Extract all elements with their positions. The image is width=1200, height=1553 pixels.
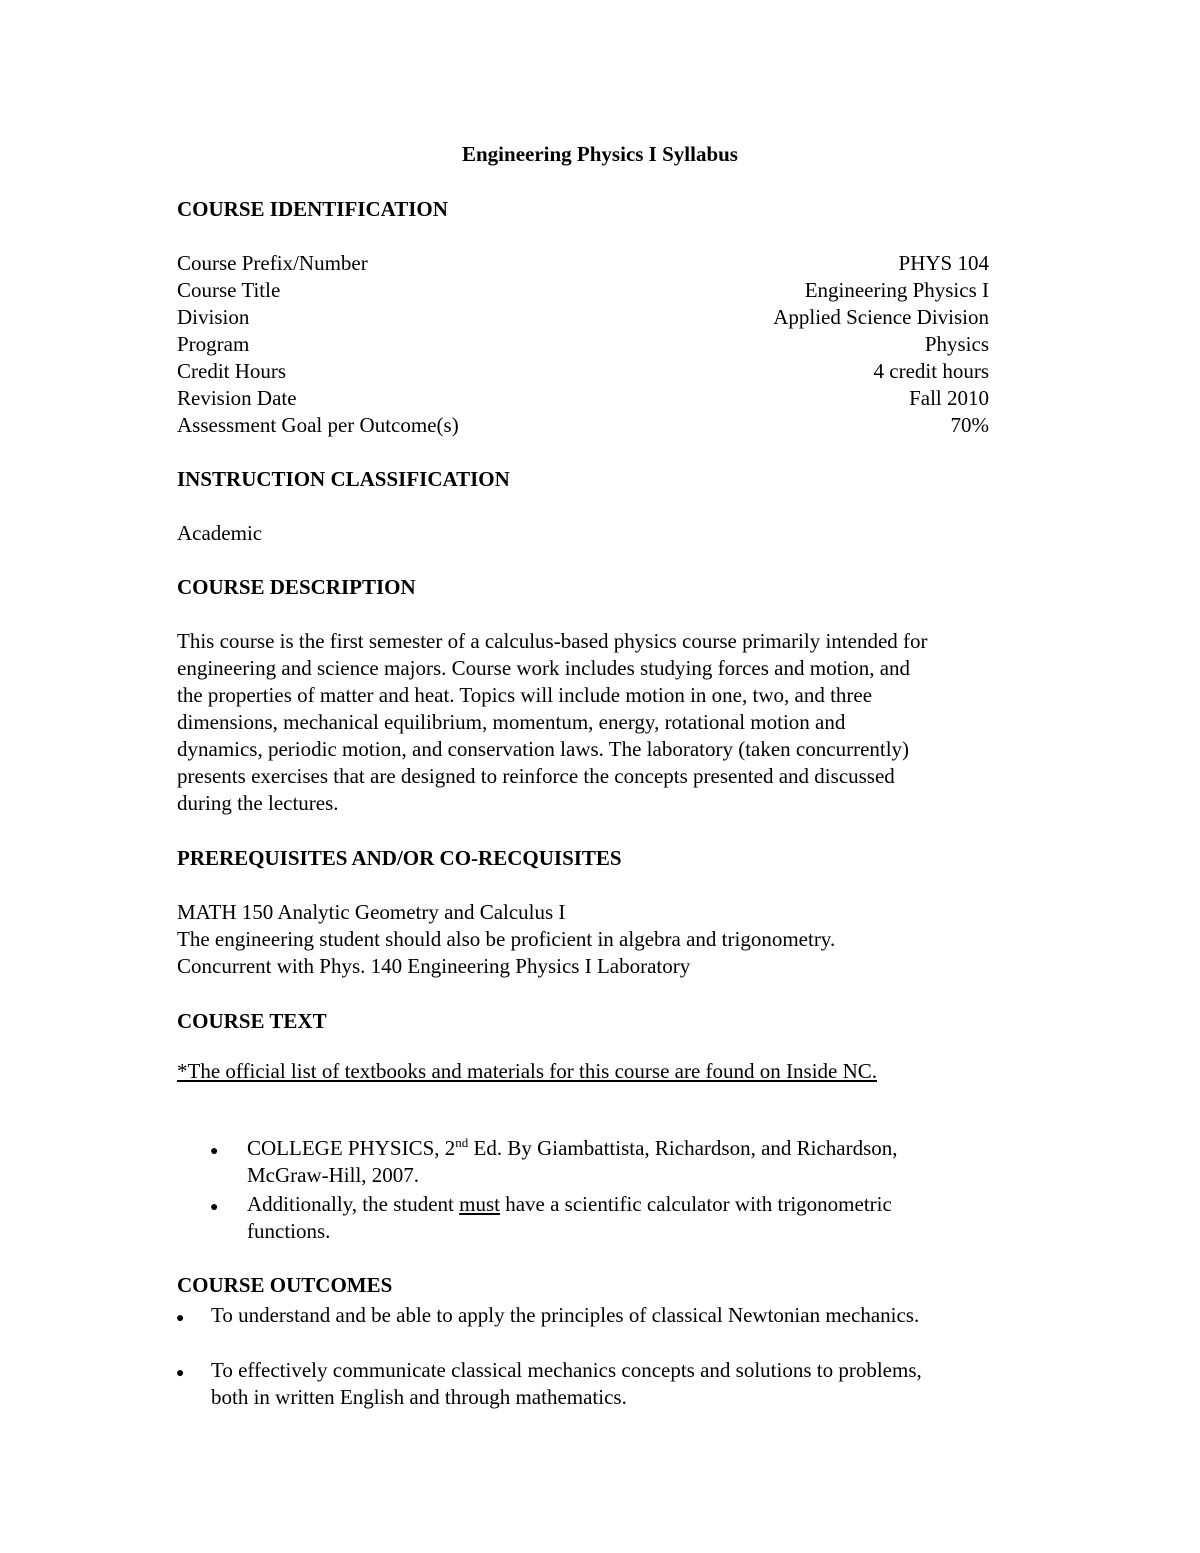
bullet-icon: ● [176, 1366, 185, 1381]
textbook-publisher: McGraw-Hill, 2007. [247, 1163, 420, 1187]
prerequisites-heading: PREREQUISITES AND/OR CO-RECQUISITES [177, 846, 622, 870]
must-emphasis: must [459, 1192, 500, 1216]
id-label: Division [177, 305, 250, 329]
outcome-item-line2: both in written English and through mathematics. [211, 1385, 627, 1409]
course-identification-table [177, 250, 989, 439]
id-value: PHYS 104 [898, 251, 989, 275]
textbook-authors: Ed. By Giambattista, Richardson, and Richardson, [468, 1136, 898, 1160]
calculator-requirement-line2: functions. [247, 1219, 331, 1243]
outcome-item: To effectively communicate classical mechanics concepts and solutions to problems, [211, 1358, 922, 1382]
id-row-course-title [177, 277, 989, 304]
id-row-assessment-goal [177, 412, 989, 439]
textbook-citation: COLLEGE PHYSICS, 2 [247, 1136, 456, 1160]
textbook-list-note: *The official list of textbooks and materials for this course are found on Inside NC. [177, 1059, 878, 1083]
description-line: the properties of matter and heat. Topics will include motion in one, two, and three [177, 683, 873, 707]
description-line: presents exercises that are designed to reinforce the concepts presented and discussed [177, 764, 895, 788]
edition-superscript: nd [455, 1135, 469, 1150]
description-line: dimensions, mechanical equilibrium, momentum, energy, rotational motion and [177, 710, 846, 734]
bullet-icon: ● [210, 1144, 219, 1159]
id-value: Engineering Physics I [804, 278, 989, 302]
id-value: Applied Science Division [773, 305, 989, 329]
id-label: Course Title [177, 278, 281, 302]
calculator-requirement [247, 1191, 892, 1218]
id-value: 70% [950, 413, 989, 437]
course-text-heading: COURSE TEXT [177, 1009, 327, 1033]
description-line: engineering and science majors. Course work includes studying forces and motion, and [177, 656, 911, 680]
id-label: Assessment Goal per Outcome(s) [177, 413, 459, 437]
calculator-text-post: have a scientific calculator with trigonometric [499, 1192, 892, 1216]
id-row-credit-hours [177, 358, 989, 385]
description-line: This course is the first semester of a calculus-based physics course primarily intended for [177, 629, 928, 653]
instruction-classification-value: Academic [177, 521, 263, 545]
document-title: Engineering Physics I Syllabus [462, 142, 738, 166]
textbook-item [247, 1135, 898, 1162]
id-row-revision-date [177, 385, 989, 412]
id-value: 4 credit hours [873, 359, 989, 383]
course-outcomes-heading: COURSE OUTCOMES [177, 1273, 393, 1297]
description-line: dynamics, periodic motion, and conservation laws. The laboratory (taken concurrently) [177, 737, 910, 761]
course-identification-heading: COURSE IDENTIFICATION [177, 197, 448, 221]
outcome-item: To understand and be able to apply the principles of classical Newtonian mechanics. [211, 1303, 920, 1327]
id-label: Program [177, 332, 250, 356]
id-row-division [177, 304, 989, 331]
id-label: Revision Date [177, 386, 297, 410]
id-row-program [177, 331, 989, 358]
id-label: Credit Hours [177, 359, 287, 383]
bullet-icon: ● [210, 1200, 219, 1215]
description-line: during the lectures. [177, 791, 339, 815]
prerequisite-line: The engineering student should also be proficient in algebra and trigonometry. [177, 927, 836, 951]
prerequisite-line: Concurrent with Phys. 140 Engineering Physics I Laboratory [177, 954, 691, 978]
calculator-text-pre: Additionally, the student [247, 1192, 460, 1216]
course-description-heading: COURSE DESCRIPTION [177, 575, 416, 599]
id-label: Course Prefix/Number [177, 251, 368, 275]
prerequisite-line: MATH 150 Analytic Geometry and Calculus I [177, 900, 566, 924]
id-row-prefix-number [177, 250, 989, 277]
id-value: Fall 2010 [909, 386, 989, 410]
instruction-classification-heading: INSTRUCTION CLASSIFICATION [177, 467, 510, 491]
course-description-paragraph [177, 628, 1037, 817]
id-value: Physics [924, 332, 989, 356]
bullet-icon: ● [176, 1311, 185, 1326]
